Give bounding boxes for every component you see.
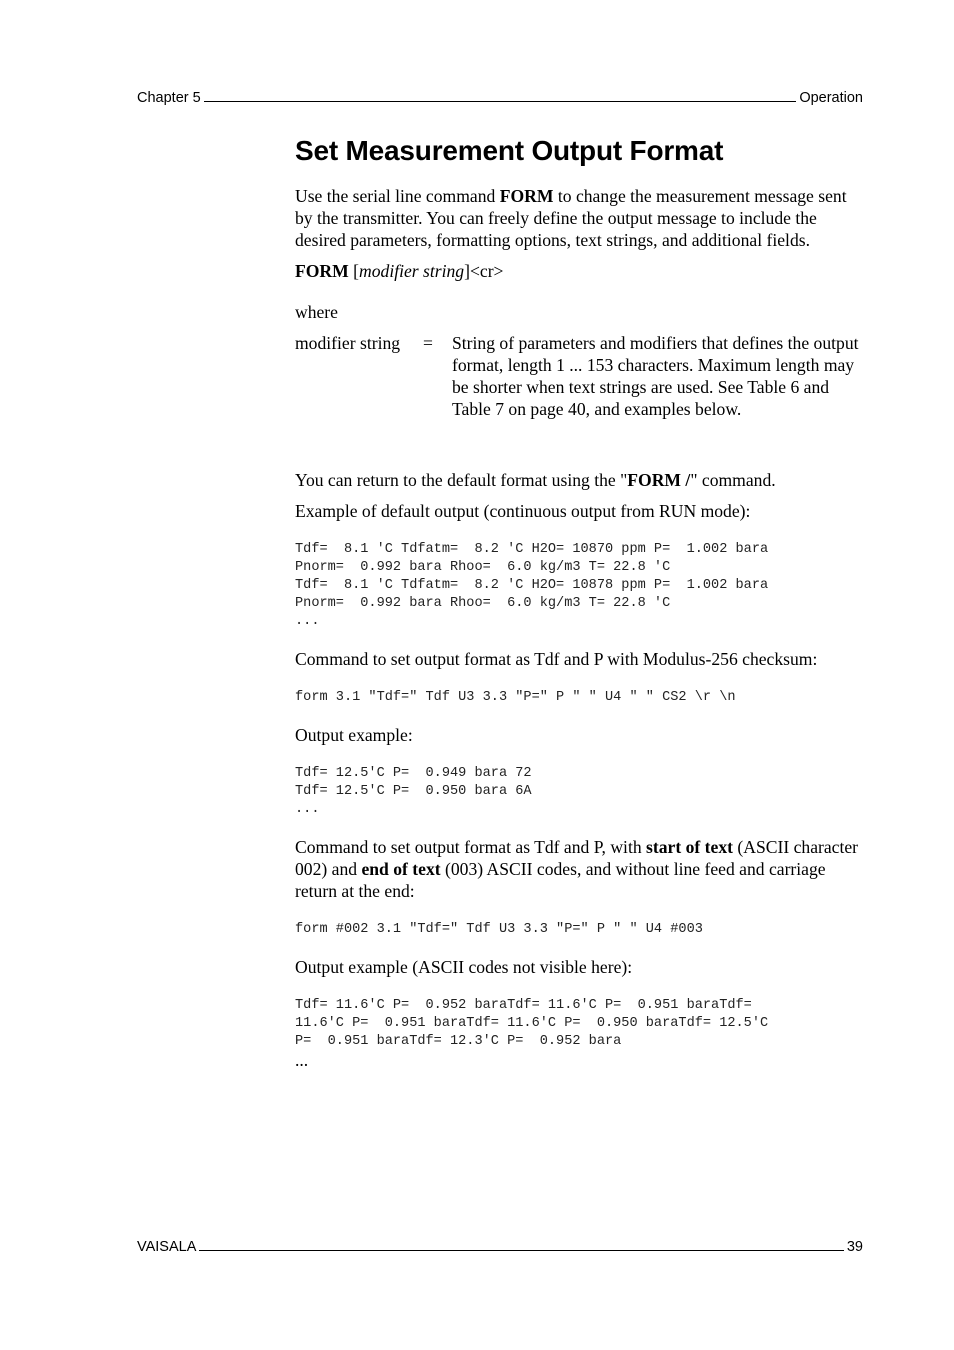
header-section: Operation: [799, 90, 863, 106]
code-line: ...: [295, 614, 320, 629]
return-default-pre: You can return to the default format using the ": [295, 470, 628, 490]
return-default-paragraph: [295, 469, 865, 491]
command-syntax: [295, 260, 865, 282]
syntax-open: [: [348, 261, 360, 281]
page-title: Set Measurement Output Format: [295, 135, 724, 166]
header-chapter: Chapter 5: [137, 90, 201, 106]
definition-equals: =: [423, 333, 433, 353]
page-number: 39: [846, 1239, 863, 1255]
code-line: Tdf= 12.5'C P= 0.950 bara 6A: [295, 784, 532, 799]
code-line: ...: [295, 802, 320, 817]
definition-row: [295, 332, 865, 420]
cmd2-code: form #002 3.1 "Tdf=" Tdf U3 3.3 "P=" P " " U4 #003: [295, 922, 703, 937]
definition-description: String of parameters and modifiers that defines the output format, length 1 ... 153 characters. Maximum length may be shorter when text strings are used. See Table 6 and Table 7 on page 40, and examples below.: [452, 333, 859, 419]
default-output-code-block: [295, 541, 865, 631]
output2-code-block: [295, 997, 865, 1051]
cmd2-label-pre: Command to set output format as Tdf and P, with: [295, 837, 647, 857]
header-rule: [204, 101, 797, 102]
return-default-command: FORM /: [627, 470, 691, 490]
cmd2-label-mid: (ASCII character 002) and: [295, 837, 859, 879]
code-line: P= 0.951 baraTdf= 12.3'C P= 0.952 bara: [295, 1034, 622, 1049]
syntax-parameter: modifier string: [359, 261, 465, 281]
cmd1-label: Command to set output format as Tdf and P with Modulus-256 checksum:: [295, 649, 818, 669]
code-line: Pnorm= 0.992 bara Rhoo= 6.0 kg/m3 T= 22.8 'C: [295, 596, 671, 611]
definition-term: modifier string: [295, 333, 401, 353]
default-output-label: Example of default output (continuous output from RUN mode):: [295, 501, 751, 521]
code-line: Tdf= 8.1 'C Tdfatm= 8.2 'C H2O= 10878 ppm P= 1.002 bara: [295, 578, 769, 593]
intro-paragraph: [295, 185, 865, 251]
page-header: [137, 90, 863, 106]
return-default-post: " command.: [690, 470, 776, 490]
output2-label: Output example (ASCII codes not visible here):: [295, 957, 633, 977]
code-line: 11.6'C P= 0.951 baraTdf= 11.6'C P= 0.950 baraTdf= 12.5'C: [295, 1016, 769, 1031]
code-line: Tdf= 8.1 'C Tdfatm= 8.2 'C H2O= 10870 ppm P= 1.002 bara: [295, 542, 769, 557]
page-footer: [137, 1239, 863, 1255]
code-line: Tdf= 11.6'C P= 0.952 baraTdf= 11.6'C P= 0.951 baraTdf=: [295, 998, 752, 1013]
output2-ellipsis: ...: [295, 1050, 309, 1070]
code-line: Pnorm= 0.992 bara Rhoo= 6.0 kg/m3 T= 22.8 'C: [295, 560, 671, 575]
intro-text-pre: Use the serial line command: [295, 186, 500, 206]
syntax-close: ]<cr>: [464, 261, 504, 281]
output1-code-block: [295, 765, 865, 819]
footer-rule: [199, 1250, 843, 1251]
intro-text-post: to change the measurement message sent by the transmitter. You can freely define the output message to include the desired parameters, formatting options, text strings, and additional fields.: [295, 186, 847, 250]
syntax-command: FORM: [295, 261, 349, 281]
cmd2-label-start-of-text: start of text: [646, 837, 733, 857]
cmd2-label-post: (003) ASCII codes, and without line feed and carriage return at the end:: [295, 859, 826, 901]
output-example-label: Output example:: [295, 725, 413, 745]
footer-brand: VAISALA: [137, 1239, 197, 1255]
cmd1-code: form 3.1 "Tdf=" Tdf U3 3.3 "P=" P " " U4 " " CS2 \r \n: [295, 690, 736, 705]
code-line: Tdf= 12.5'C P= 0.949 bara 72: [295, 766, 532, 781]
intro-command: FORM: [499, 186, 554, 206]
where-label: where: [295, 302, 338, 322]
cmd2-label: [295, 836, 865, 902]
cmd2-label-end-of-text: end of text: [361, 859, 441, 879]
main-content: [295, 133, 865, 1069]
